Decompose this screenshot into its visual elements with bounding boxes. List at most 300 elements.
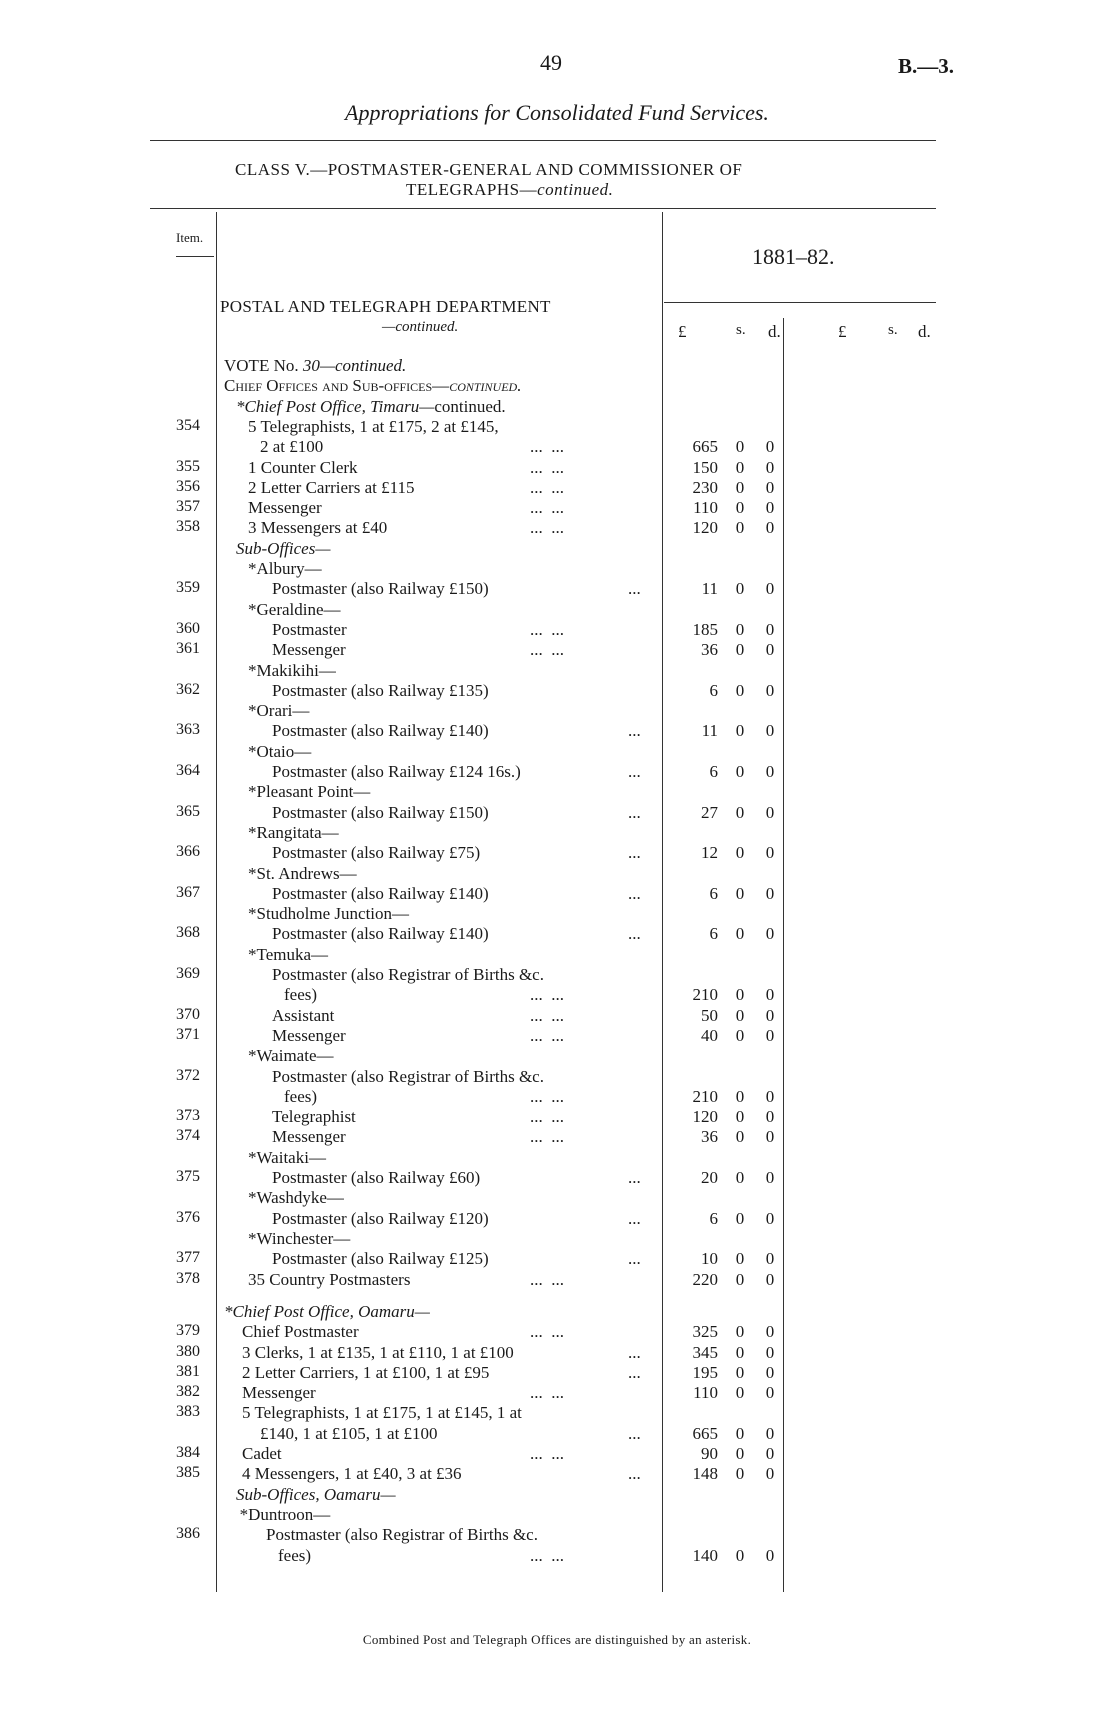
amount-pounds: 220 — [692, 1269, 718, 1289]
table-row — [0, 458, 1114, 478]
amount-pence: 0 — [765, 1464, 775, 1484]
description-italic: *Chief Post Office, Timaru— — [236, 396, 435, 416]
description-text: *Duntroon— — [239, 1504, 331, 1524]
pence-header-2: d. — [918, 322, 931, 341]
leader-dots: ... ... — [530, 1545, 564, 1565]
table-row — [0, 1302, 1114, 1322]
description-text: fees) — [278, 1545, 312, 1565]
table-row — [0, 1505, 1114, 1525]
amount-shillings: 0 — [735, 1005, 745, 1025]
amount-pence: 0 — [765, 619, 775, 639]
item-description — [248, 742, 311, 762]
amount-shillings: 0 — [735, 518, 745, 538]
item-description — [224, 1302, 430, 1322]
item-description — [224, 376, 521, 396]
item-description — [272, 1107, 356, 1127]
item-description — [272, 1026, 346, 1046]
amount-pence: 0 — [765, 1545, 775, 1565]
item-description — [272, 1067, 544, 1087]
amount-pounds: 148 — [692, 1464, 718, 1484]
item-column-header: Item. — [176, 230, 204, 245]
table-row — [0, 1270, 1114, 1290]
amount-shillings: 0 — [735, 1127, 745, 1147]
description-text: £140, 1 at £105, 1 at £100 — [260, 1423, 438, 1443]
amount-shillings: 0 — [735, 477, 745, 497]
description-text: *Otaio— — [248, 741, 312, 761]
item-description — [248, 498, 322, 518]
item-description — [260, 437, 323, 457]
item-number: 383 — [176, 1403, 200, 1421]
description-text: *St. Andrews— — [248, 863, 357, 883]
item-description — [248, 1148, 326, 1168]
amount-pounds: 11 — [701, 721, 718, 741]
item-description — [272, 884, 489, 904]
item-description — [248, 823, 339, 843]
leader-dots: ... ... — [530, 985, 564, 1005]
item-number: 359 — [176, 579, 200, 597]
amount-pounds: 12 — [701, 843, 718, 863]
amount-pounds: 195 — [692, 1362, 718, 1382]
description-italic: 30—continued. — [302, 356, 407, 375]
leader-dots: ... ... — [530, 1005, 564, 1025]
amount-pounds: 120 — [692, 1107, 718, 1127]
amount-shillings: 0 — [735, 1269, 745, 1289]
description-text: *Winchester— — [248, 1228, 351, 1248]
leader-dots: ... ... — [530, 1025, 564, 1045]
table-row — [0, 600, 1114, 620]
title-rule — [150, 140, 936, 141]
description-text: Postmaster (also Railway £125) — [272, 1249, 489, 1269]
document-reference: B.—3. — [898, 54, 955, 78]
amount-pounds: 10 — [701, 1249, 718, 1269]
description-text: *Washdyke— — [248, 1188, 344, 1208]
item-number: 381 — [176, 1362, 200, 1380]
footnote: Combined Post and Telegraph Offices are distinguished by an asterisk. — [362, 1632, 752, 1647]
item-number: 369 — [176, 965, 200, 982]
item-description — [272, 924, 489, 944]
description-suffix: continued. — [434, 396, 506, 416]
leader-dots: ... — [628, 1423, 641, 1443]
table-row — [0, 1363, 1114, 1383]
amount-pence: 0 — [765, 1168, 775, 1187]
description-text: *Orari— — [248, 701, 310, 721]
leader-dots: ... ... — [530, 1444, 564, 1464]
amount-shillings: 0 — [735, 1025, 745, 1045]
description-text: 2 at £100 — [260, 437, 324, 457]
item-description — [272, 762, 521, 782]
description-text: *Waitaki— — [248, 1147, 326, 1167]
amount-pence: 0 — [765, 518, 775, 538]
table-row — [0, 1188, 1114, 1208]
item-description — [248, 559, 322, 579]
description-text: *Studholme Junction— — [248, 904, 410, 924]
table-row — [0, 1383, 1114, 1403]
item-description — [242, 1383, 316, 1403]
table-row — [0, 478, 1114, 498]
item-description — [284, 985, 317, 1005]
table-row — [0, 1127, 1114, 1147]
amount-pounds: 210 — [692, 1086, 718, 1106]
description-text: Postmaster (also Registrar of Births &c. — [272, 965, 544, 984]
amount-pence: 0 — [765, 498, 775, 518]
page-number: 49 — [540, 50, 562, 75]
class-heading-line-2: TELEGRAPHS—continued. — [406, 180, 614, 199]
item-number: 385 — [176, 1464, 200, 1482]
leader-dots: ... — [628, 1464, 641, 1484]
amount-shillings: 0 — [735, 680, 745, 700]
amount-pounds: 6 — [709, 1208, 718, 1228]
amount-shillings: 0 — [735, 1464, 745, 1484]
table-row — [0, 742, 1114, 762]
description-text: *Makikihi— — [248, 660, 336, 680]
amount-shillings: 0 — [735, 1322, 745, 1342]
leader-dots: ... ... — [530, 1127, 564, 1147]
item-number: 362 — [176, 680, 200, 698]
table-row — [0, 397, 1114, 417]
table-row — [0, 1485, 1114, 1505]
description-text: VOTE No. — [224, 356, 303, 375]
year-rule — [664, 302, 936, 303]
amount-pence: 0 — [765, 1322, 775, 1342]
item-number: 368 — [176, 924, 200, 942]
amount-shillings: 0 — [735, 1107, 745, 1127]
item-number: 384 — [176, 1444, 200, 1462]
leader-dots: ... ... — [530, 640, 564, 660]
amount-pence: 0 — [765, 1086, 775, 1106]
description-text: Postmaster (also Railway £140) — [272, 883, 489, 903]
item-number: 358 — [176, 518, 200, 536]
table-row — [0, 1046, 1114, 1066]
amount-pounds: 185 — [692, 619, 718, 639]
table-row — [0, 762, 1114, 782]
description-text: 3 Messengers at £40 — [248, 518, 388, 538]
item-number: 365 — [176, 802, 200, 820]
description-text: Messenger — [272, 1025, 346, 1045]
description-text: 4 Messengers, 1 at £40, 3 at £36 — [242, 1464, 462, 1484]
table-row — [0, 782, 1114, 802]
description-text: Postmaster — [272, 619, 347, 639]
leader-dots: ... ... — [530, 1086, 564, 1106]
table-row — [0, 1343, 1114, 1363]
item-description — [248, 1188, 344, 1208]
description-text: Messenger — [272, 640, 346, 660]
item-description — [272, 965, 544, 985]
table-row — [0, 1424, 1114, 1444]
item-description — [248, 701, 309, 721]
description-text: Postmaster (also Railway £124 16s.) — [272, 762, 521, 781]
item-description — [236, 539, 330, 559]
amount-pounds: 50 — [701, 1005, 718, 1025]
item-description — [266, 1525, 538, 1545]
table-row — [0, 1403, 1114, 1423]
item-number: 366 — [176, 843, 200, 861]
amount-pence: 0 — [765, 437, 775, 457]
table-row — [0, 1546, 1114, 1566]
item-number: 376 — [176, 1208, 200, 1226]
table-row — [0, 1322, 1114, 1342]
item-description — [248, 661, 336, 681]
amount-pounds: 11 — [701, 579, 718, 599]
table-row — [0, 640, 1114, 660]
item-description — [272, 1127, 346, 1147]
amount-pence: 0 — [765, 1025, 775, 1045]
amount-pence: 0 — [765, 1269, 775, 1289]
table-row — [0, 924, 1114, 944]
pounds-header-1: £ — [678, 322, 687, 341]
table-row — [0, 1464, 1114, 1484]
item-header-underline — [176, 256, 214, 257]
description-text: Postmaster (also Railway £140) — [272, 924, 489, 944]
amount-pounds: 110 — [693, 1383, 718, 1403]
amount-shillings: 0 — [735, 762, 745, 781]
table-row — [0, 823, 1114, 843]
amount-pence: 0 — [765, 802, 775, 822]
item-number: 370 — [176, 1005, 200, 1023]
item-description — [260, 1424, 438, 1444]
item-number: 374 — [176, 1127, 200, 1145]
leader-dots: ... — [628, 843, 641, 863]
item-description — [272, 579, 489, 599]
leader-dots: ... — [628, 1342, 641, 1362]
description-text: Postmaster (also Railway £150) — [272, 579, 489, 599]
amount-pence: 0 — [765, 1127, 775, 1147]
item-description — [248, 1270, 410, 1290]
amount-pounds: 325 — [692, 1322, 718, 1342]
table-row — [0, 376, 1114, 396]
leader-dots: ... — [628, 579, 641, 599]
department-continued: —continued. — [382, 319, 459, 335]
item-description — [272, 620, 347, 640]
amount-pounds: 40 — [701, 1025, 718, 1045]
amount-pounds: 665 — [692, 437, 718, 457]
leader-dots: ... ... — [530, 1322, 564, 1342]
description-text: Assistant — [272, 1005, 335, 1025]
description-text: fees) — [284, 1086, 318, 1106]
item-description — [248, 904, 409, 924]
leader-dots: ... ... — [530, 477, 564, 497]
item-number: 360 — [176, 619, 200, 637]
amount-pence: 0 — [765, 1383, 775, 1403]
table-row — [0, 1168, 1114, 1188]
amount-pence: 0 — [765, 1362, 775, 1382]
item-number: 386 — [176, 1525, 200, 1543]
amount-pence: 0 — [765, 1342, 775, 1362]
leader-dots: ... ... — [530, 498, 564, 518]
item-description — [242, 1363, 489, 1383]
table-row — [0, 437, 1114, 457]
amount-shillings: 0 — [735, 457, 745, 477]
amount-shillings: 0 — [735, 1168, 745, 1187]
amount-pence: 0 — [765, 721, 775, 741]
leader-dots: ... ... — [530, 437, 564, 457]
item-number: 354 — [176, 416, 200, 434]
amount-pounds: 6 — [709, 883, 718, 903]
item-description — [242, 1343, 514, 1363]
item-description — [248, 782, 370, 802]
amount-pence: 0 — [765, 1444, 775, 1464]
description-text: Messenger — [272, 1127, 346, 1147]
amount-pounds: 6 — [709, 924, 718, 944]
amount-pence: 0 — [765, 985, 775, 1005]
item-number: 378 — [176, 1269, 200, 1287]
item-number: 380 — [176, 1342, 200, 1360]
item-description — [242, 1464, 462, 1484]
description-text: fees) — [284, 985, 318, 1005]
amount-pounds: 36 — [701, 640, 718, 660]
amount-pence: 0 — [765, 579, 775, 599]
amount-pence: 0 — [765, 883, 775, 903]
table-row — [0, 1087, 1114, 1107]
table-row — [0, 1026, 1114, 1046]
amount-shillings: 0 — [735, 1249, 745, 1269]
table-row — [0, 1444, 1114, 1464]
description-text: *Albury— — [248, 559, 322, 578]
amount-pence: 0 — [765, 1423, 775, 1443]
leader-dots: ... — [628, 762, 641, 781]
description-text: 2 Letter Carriers, 1 at £100, 1 at £95 — [242, 1362, 490, 1382]
description-text: 2 Letter Carriers at £115 — [248, 477, 415, 497]
table-row — [0, 559, 1114, 579]
description-text: *Temuka— — [248, 944, 329, 964]
amount-shillings: 0 — [735, 579, 745, 599]
table-row — [0, 620, 1114, 640]
table-row — [0, 1006, 1114, 1026]
table-row — [0, 356, 1114, 376]
amount-pounds: 6 — [709, 680, 718, 700]
table-row — [0, 539, 1114, 559]
description-text: 5 Telegraphists, 1 at £175, 1 at £145, 1 at — [242, 1403, 522, 1423]
description-italic: Sub-Offices— — [236, 538, 331, 558]
department-heading: POSTAL AND TELEGRAPH DEPARTMENT — [220, 297, 551, 316]
item-description — [236, 397, 506, 417]
class-heading-line-1: CLASS V.—POSTMASTER-GENERAL AND COMMISSIONER OF — [235, 160, 743, 179]
table-row — [0, 1209, 1114, 1229]
leader-dots: ... — [628, 1362, 641, 1382]
amount-pence: 0 — [765, 924, 775, 944]
amount-pounds: 150 — [692, 457, 718, 477]
description-text: 5 Telegraphists, 1 at £175, 2 at £145, — [248, 416, 499, 436]
item-description — [248, 1229, 350, 1249]
amount-pence: 0 — [765, 477, 775, 497]
amount-pounds: 120 — [692, 518, 718, 538]
year-header: 1881–82. — [752, 244, 835, 269]
description-text: *Pleasant Point— — [248, 782, 371, 802]
description-text: *Geraldine— — [248, 599, 341, 619]
amount-pounds: 230 — [692, 477, 718, 497]
leader-dots: ... — [628, 802, 641, 822]
item-description — [272, 1168, 480, 1188]
description-text: Postmaster (also Railway £140) — [272, 721, 489, 741]
amount-pence: 0 — [765, 1005, 775, 1025]
leader-dots: ... ... — [530, 457, 564, 477]
leader-dots: ... — [628, 1208, 641, 1228]
amount-shillings: 0 — [735, 802, 745, 822]
item-description — [248, 518, 387, 538]
amount-shillings: 0 — [735, 843, 745, 863]
item-number: 371 — [176, 1025, 200, 1043]
item-description — [248, 417, 499, 437]
leader-dots: ... ... — [530, 1107, 564, 1127]
amount-shillings: 0 — [735, 985, 745, 1005]
item-number: 372 — [176, 1066, 200, 1084]
leader-dots: ... — [628, 1168, 641, 1187]
description-italic: continued. — [449, 376, 522, 396]
page-title: Appropriations for Consolidated Fund Services. — [345, 100, 769, 125]
leader-dots: ... — [628, 924, 641, 944]
table-row — [0, 803, 1114, 823]
table-row — [0, 985, 1114, 1005]
shillings-header-2: s. — [888, 322, 898, 338]
item-description — [272, 1006, 334, 1026]
item-description — [272, 681, 489, 701]
item-number: 375 — [176, 1168, 200, 1185]
item-number: 363 — [176, 721, 200, 739]
amount-pounds: 6 — [709, 762, 718, 781]
item-description — [272, 1249, 489, 1269]
description-text: Postmaster (also Railway £75) — [272, 843, 481, 863]
item-description — [242, 1444, 282, 1464]
table-row — [0, 1148, 1114, 1168]
table-row — [0, 417, 1114, 437]
item-description — [272, 803, 489, 823]
leader-dots: ... ... — [530, 1383, 564, 1403]
description-text: 35 Country Postmasters — [248, 1269, 411, 1289]
item-description — [278, 1546, 311, 1566]
table-row — [0, 904, 1114, 924]
description-italic: Sub-Offices, Oamaru— — [236, 1484, 396, 1504]
amount-pounds: 345 — [692, 1342, 718, 1362]
header-rule — [150, 208, 936, 209]
table-row — [0, 1249, 1114, 1269]
amount-pence: 0 — [765, 1249, 775, 1269]
item-description — [240, 1505, 331, 1525]
table-row — [0, 721, 1114, 741]
amount-pounds: 210 — [692, 985, 718, 1005]
table-row — [0, 884, 1114, 904]
pounds-header-2: £ — [838, 322, 847, 341]
item-description — [242, 1403, 522, 1423]
amount-pence: 0 — [765, 1107, 775, 1127]
item-description — [272, 843, 480, 863]
description-text: Chief Offices and Sub-offices— — [224, 376, 450, 396]
amount-pence: 0 — [765, 457, 775, 477]
item-description — [248, 600, 341, 620]
table-row — [0, 1229, 1114, 1249]
description-text: Postmaster (also Railway £150) — [272, 802, 489, 822]
item-number: 364 — [176, 762, 200, 779]
item-description — [272, 1209, 489, 1229]
item-description — [248, 458, 358, 478]
table-row — [0, 579, 1114, 599]
amount-pence: 0 — [765, 1208, 775, 1228]
item-description — [248, 945, 328, 965]
leader-dots: ... — [628, 721, 641, 741]
amount-pence: 0 — [765, 680, 775, 700]
amount-shillings: 0 — [735, 640, 745, 660]
amount-pounds: 20 — [701, 1168, 718, 1187]
item-number: 377 — [176, 1249, 200, 1267]
amount-shillings: 0 — [735, 498, 745, 518]
amount-shillings: 0 — [735, 1342, 745, 1362]
amount-shillings: 0 — [735, 437, 745, 457]
description-text: Postmaster (also Railway £60) — [272, 1168, 481, 1187]
description-italic: *Chief Post Office, Oamaru— — [224, 1301, 430, 1321]
table-row — [0, 498, 1114, 518]
item-description — [236, 1485, 396, 1505]
amount-shillings: 0 — [735, 1545, 745, 1565]
amount-pence: 0 — [765, 762, 775, 781]
item-description — [224, 356, 406, 376]
